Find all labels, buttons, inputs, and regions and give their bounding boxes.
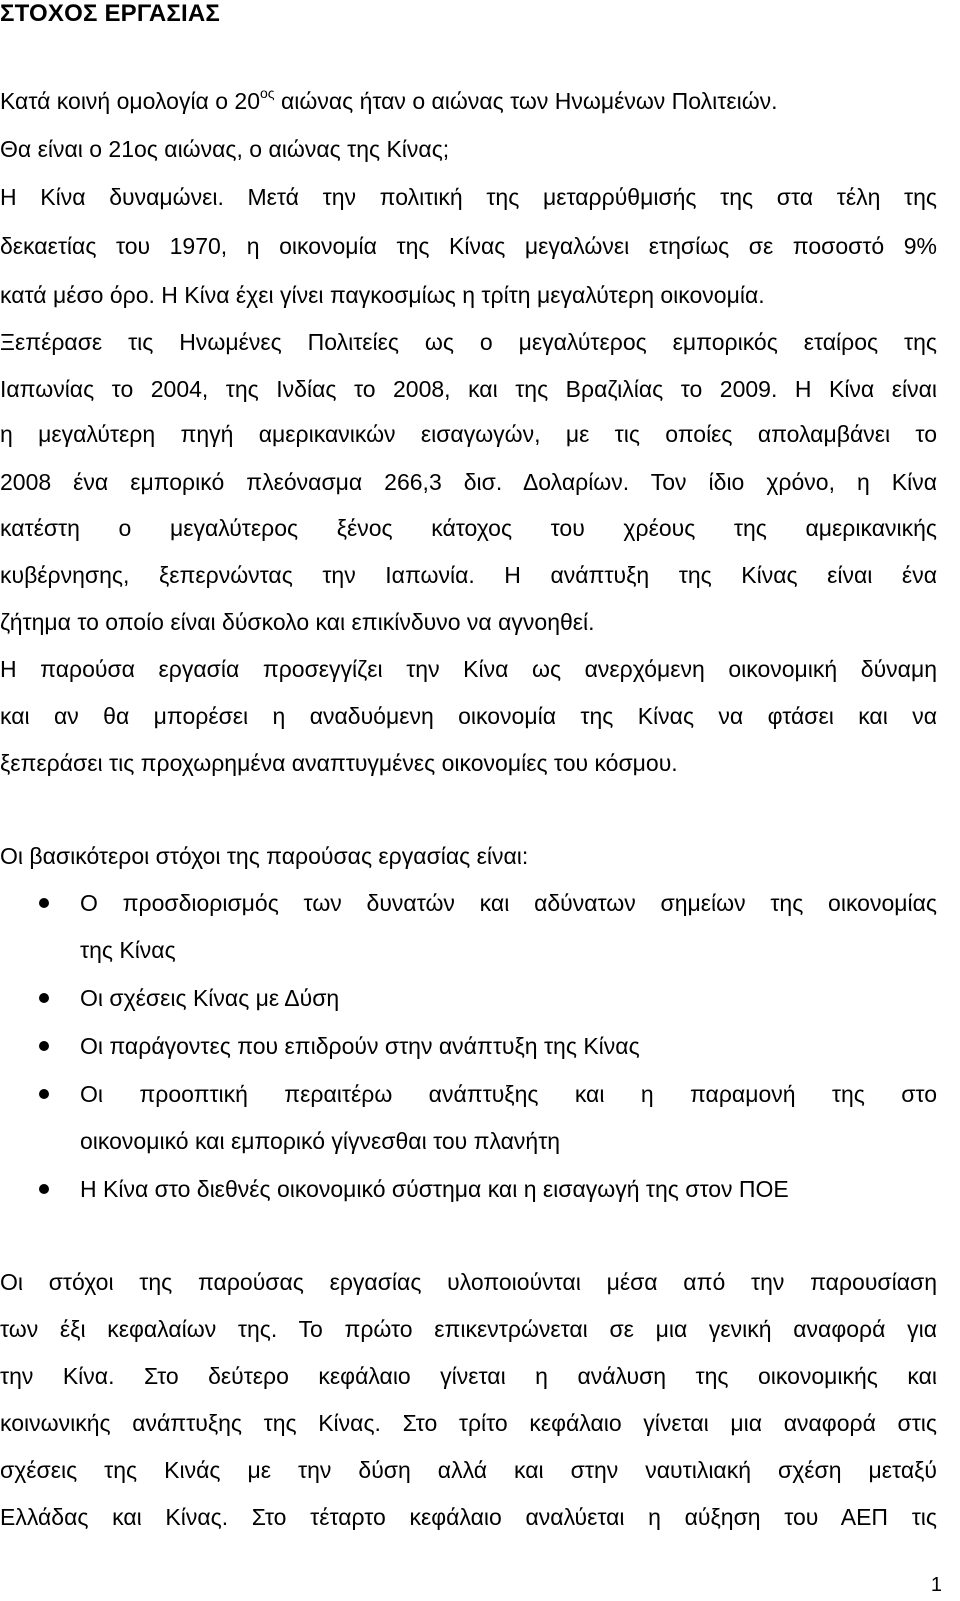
goal-item-1-line-2: της Κίνας (80, 937, 176, 963)
goal-item-4-line-2: οικονομικό και εμπορικό γίγνεσθαι του πλανήτη (80, 1128, 561, 1154)
goal-item-2: Οι σχέσεις Κίνας με Δύση (80, 985, 340, 1011)
intro-line-1-text-a: Κατά κοινή ομολογία ο 20 (0, 88, 261, 114)
page-number: 1 (930, 1574, 942, 1596)
structure-line-1: Οι στόχοι της παρούσας εργασίας υλοποιούνται μέσα από την παρουσίαση (0, 1269, 937, 1295)
bullet-icon (39, 1089, 49, 1099)
intro-line-8: η μεγαλύτερη πηγή αμερικανικών εισαγωγών, με τις οποίες απολαμβάνει το (0, 421, 937, 447)
intro-line-1 (0, 86, 937, 116)
goal-item-1-line-1: Ο προσδιορισμός των δυνατών και αδύνατων σημείων της οικονομίας (80, 890, 937, 916)
bullet-icon (39, 898, 49, 908)
structure-line-3: την Κίνα. Στο δεύτερο κεφάλαιο γίνεται η ανάλυση της οικονομικής και (0, 1363, 937, 1389)
goal-item-3: Οι παράγοντες που επιδρούν στην ανάπτυξη της Κίνας (80, 1033, 640, 1059)
bullet-icon (39, 1041, 49, 1051)
intro-line-7: Ιαπωνίας το 2004, της Ινδίας το 2008, και της Βραζιλίας το 2009. Η Κίνα είναι (0, 376, 937, 402)
superscript-ordinal: ος (260, 85, 275, 101)
structure-line-2: των έξι κεφαλαίων της. Το πρώτο επικεντρώνεται σε μια γενική αναφορά για (0, 1316, 937, 1342)
structure-line-4: κοινωνικής ανάπτυξης της Κίνας. Στο τρίτο κεφάλαιο γίνεται μια αναφορά στις (0, 1410, 937, 1436)
goals-heading: Οι βασικότεροι στόχοι της παρούσας εργασίας είναι: (0, 843, 529, 869)
intro-line-3: Η Κίνα δυναμώνει. Μετά την πολιτική της μεταρρύθμισής της στα τέλη της (0, 184, 937, 210)
structure-line-5: σχέσεις της Κινάς με την δύση αλλά και στην ναυτιλιακή σχέση μεταξύ (0, 1457, 937, 1483)
intro-line-9: 2008 ένα εμπορικό πλεόνασμα 266,3 δισ. Δολαρίων. Τον ίδιο χρόνο, η Κίνα (0, 469, 937, 495)
goal-item-4-line-1: Οι προοπτική περαιτέρω ανάπτυξης και η παραμονή της στο (80, 1081, 937, 1107)
bullet-icon (39, 993, 49, 1003)
goal-item-5: Η Κίνα στο διεθνές οικονομικό σύστημα και η εισαγωγή της στον ΠΟΕ (80, 1176, 789, 1202)
intro-line-10: κατέστη ο μεγαλύτερος ξένος κάτοχος του χρέους της αμερικανικής (0, 515, 937, 541)
intro-line-14: και αν θα μπορέσει η αναδυόμενη οικονομία της Κίνας να φτάσει και να (0, 703, 937, 729)
intro-line-2: Θα είναι ο 21ος αιώνας, ο αιώνας της Κίνας; (0, 136, 450, 162)
intro-line-12: ζήτημα το οποίο είναι δύσκολο και επικίνδυνο να αγνοηθεί. (0, 609, 595, 635)
intro-line-1-text-b: αιώνας ήταν ο αιώνας των Ηνωμένων Πολιτειών. (274, 88, 778, 114)
intro-line-13: Η παρούσα εργασία προσεγγίζει την Κίνα ως ανερχόμενη οικονομική δύναμη (0, 656, 937, 682)
intro-line-6: Ξεπέρασε τις Ηνωμένες Πολιτείες ως ο μεγαλύτερος εμπορικός εταίρος της (0, 329, 937, 355)
bullet-icon (39, 1184, 49, 1194)
page-title: ΣΤΟΧΟΣ ΕΡΓΑΣΙΑΣ (0, 0, 221, 27)
intro-line-5: κατά μέσο όρο. Η Κίνα έχει γίνει παγκοσμίως η τρίτη μεγαλύτερη οικονομία. (0, 282, 765, 308)
intro-line-11: κυβέρνησης, ξεπερνώντας την Ιαπωνία. Η ανάπτυξη της Κίνας είναι ένα (0, 562, 937, 588)
structure-line-6: Ελλάδας και Κίνας. Στο τέταρτο κεφάλαιο αναλύεται η αύξηση του ΑΕΠ τις (0, 1504, 937, 1530)
intro-line-4: δεκαετίας του 1970, η οικονομία της Κίνας μεγαλώνει ετησίως σε ποσοστό 9% (0, 233, 937, 259)
intro-line-15: ξεπεράσει τις προχωρημένα αναπτυγμένες οικονομίες του κόσμου. (0, 750, 678, 776)
